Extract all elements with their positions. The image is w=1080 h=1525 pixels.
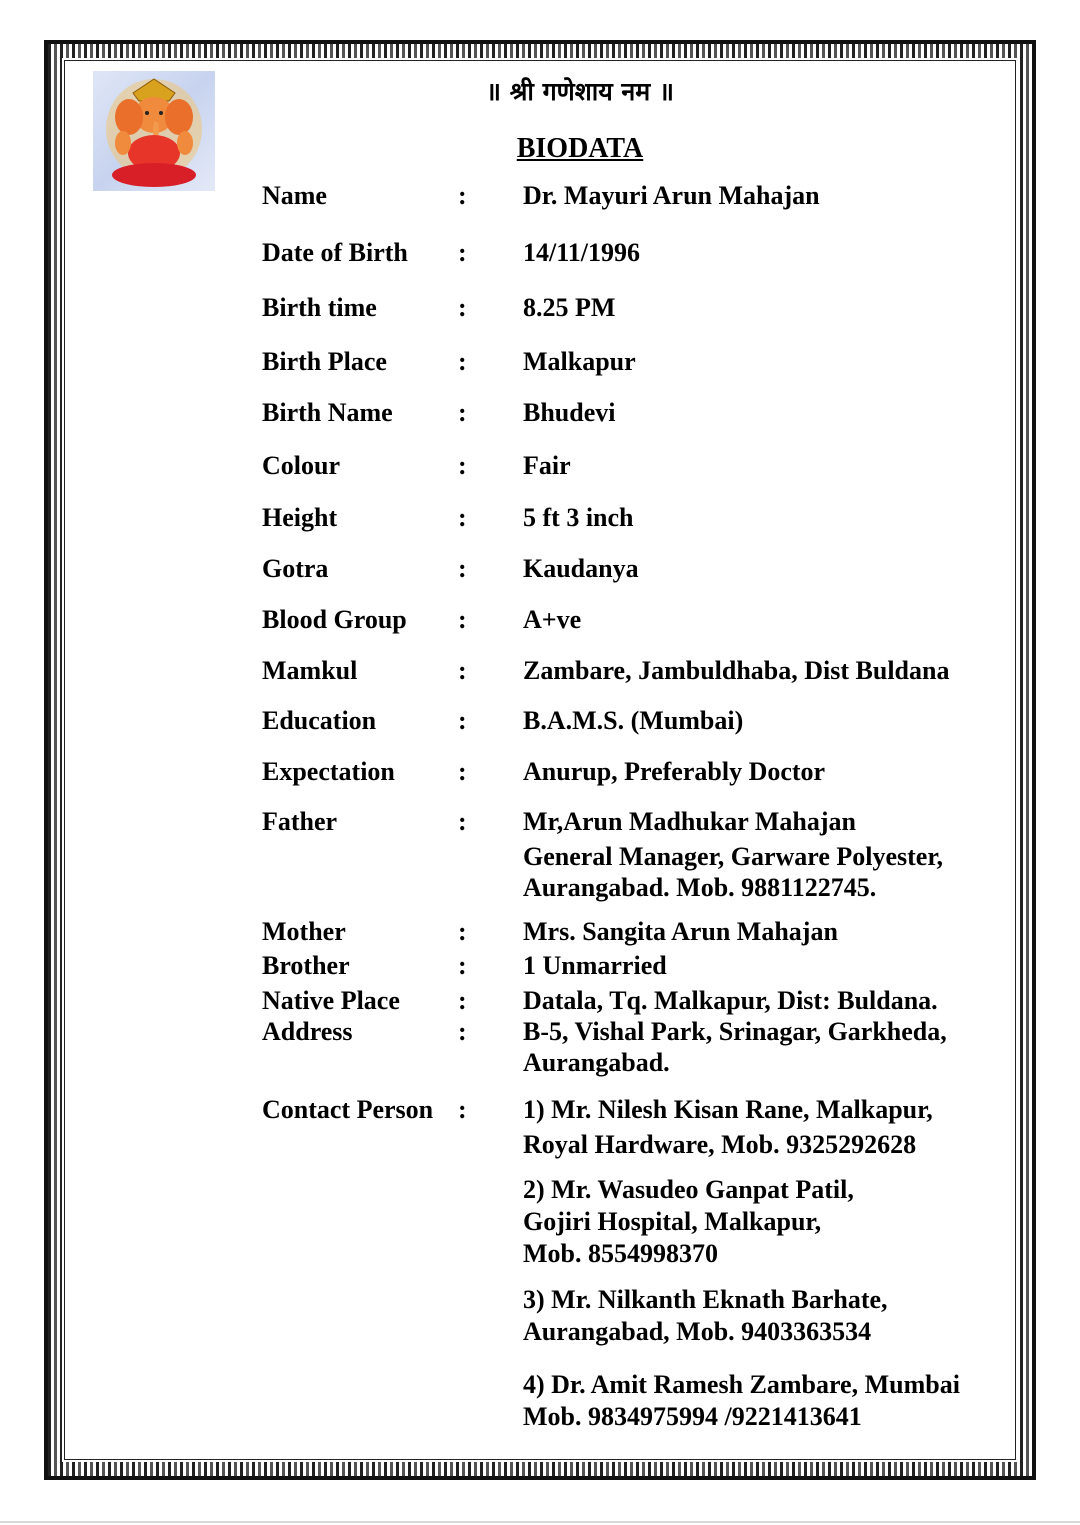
field-colon: : <box>458 451 467 480</box>
contact-line: Mob. 8554998370 <box>523 1239 718 1268</box>
field-value <box>523 756 825 788</box>
field-colon: : <box>458 238 467 267</box>
field-colon: : <box>458 807 467 836</box>
field-value-line: 5 ft 3 inch <box>523 503 634 532</box>
field-label: Gotra <box>262 554 329 583</box>
field-label: Birth Place <box>262 347 387 376</box>
field-value-line: B.A.M.S. (Mumbai) <box>523 706 744 735</box>
field-value-line: Aurangabad. Mob. 9881122745. <box>523 873 877 902</box>
field-value <box>523 450 571 482</box>
field-label: Brother <box>262 951 350 980</box>
field-value-line: Bhudevi <box>523 398 616 427</box>
field-value-line: Mrs. Sangita Arun Mahajan <box>523 917 838 946</box>
contact-line: Mob. 9834975994 /9221413641 <box>523 1402 862 1431</box>
field-value-line: Dr. Mayuri Arun Mahajan <box>523 181 820 210</box>
field-label: Blood Group <box>262 605 407 634</box>
field-label: Birth time <box>262 293 377 322</box>
field-value <box>523 237 640 269</box>
field-colon: : <box>458 554 467 583</box>
field-colon: : <box>458 1095 467 1124</box>
field-value <box>523 1016 947 1077</box>
field-value-line: Aurangabad. <box>523 1048 670 1077</box>
field-value <box>523 985 938 1017</box>
field-label: Mamkul <box>262 656 358 685</box>
field-label: Height <box>262 503 338 532</box>
field-colon: : <box>458 706 467 735</box>
field-value-line: 1 Unmarried <box>523 951 667 980</box>
field-value <box>523 346 636 378</box>
field-colon: : <box>458 917 467 946</box>
contact-line: 2) Mr. Wasudeo Ganpat Patil, <box>523 1175 854 1204</box>
contact-line: 1) Mr. Nilesh Kisan Rane, Malkapur, <box>523 1095 933 1124</box>
field-value-line: 8.25 PM <box>523 293 616 322</box>
field-label: Contact Person <box>262 1095 434 1124</box>
field-value <box>523 502 634 534</box>
field-label: Name <box>262 181 327 210</box>
field-colon: : <box>458 986 467 1015</box>
page-title: BIODATA <box>516 133 644 164</box>
field-value <box>523 180 820 212</box>
contact-line: 3) Mr. Nilkanth Eknath Barhate, <box>523 1285 888 1314</box>
field-label: Address <box>262 1017 353 1046</box>
field-value-line: B-5, Vishal Park, Srinagar, Garkheda, <box>523 1017 947 1046</box>
field-value <box>523 950 667 982</box>
contact-person-2 <box>523 1174 854 1270</box>
field-value-line: General Manager, Garware Polyester, <box>523 842 943 871</box>
contact-person-3 <box>523 1284 888 1348</box>
field-colon: : <box>458 181 467 210</box>
field-colon: : <box>458 347 467 376</box>
field-value-line: 14/11/1996 <box>523 238 641 267</box>
field-value <box>523 916 838 948</box>
field-colon: : <box>458 503 467 532</box>
contact-line: Royal Hardware, Mob. 9325292628 <box>523 1130 917 1159</box>
field-colon: : <box>458 605 467 634</box>
field-label: Mother <box>262 917 346 946</box>
field-value <box>523 705 743 737</box>
field-colon: : <box>458 757 467 786</box>
field-value <box>523 806 943 902</box>
field-value-line: Anurup, Preferably Doctor <box>523 757 826 786</box>
field-value <box>523 604 581 636</box>
page-edge-line <box>0 1521 1080 1523</box>
field-label: Birth Name <box>262 398 393 427</box>
field-colon: : <box>458 656 467 685</box>
field-value-line: Zambare, Jambuldhaba, Dist Buldana <box>523 656 950 685</box>
field-label: Colour <box>262 451 340 480</box>
field-value-line: Fair <box>523 451 571 480</box>
invocation-text: ॥ श्री गणेशाय नम ॥ <box>486 77 674 106</box>
field-colon: : <box>458 1017 467 1046</box>
field-colon: : <box>458 293 467 322</box>
field-label: Native Place <box>262 986 400 1015</box>
field-value-line: Malkapur <box>523 347 636 376</box>
contact-line: Aurangabad, Mob. 9403363534 <box>523 1317 872 1346</box>
field-value-line: Kaudanya <box>523 554 639 583</box>
field-value-line: A+ve <box>523 605 582 634</box>
field-value <box>523 655 949 687</box>
field-value-line: Mr,Arun Madhukar Mahajan <box>523 807 856 836</box>
field-value-line: Datala, Tq. Malkapur, Dist: Buldana. <box>523 986 938 1015</box>
contact-line: Gojiri Hospital, Malkapur, <box>523 1207 822 1236</box>
field-label: Date of Birth <box>262 238 408 267</box>
contact-person-1 <box>523 1094 933 1161</box>
field-value <box>523 553 639 585</box>
contact-person-4 <box>523 1369 960 1433</box>
field-value <box>523 397 616 429</box>
field-value <box>523 292 615 324</box>
field-colon: : <box>458 951 467 980</box>
field-label: Expectation <box>262 757 395 786</box>
contact-line: 4) Dr. Amit Ramesh Zambare, Mumbai <box>523 1370 960 1399</box>
field-label: Education <box>262 706 377 735</box>
field-label: Father <box>262 807 338 836</box>
field-colon: : <box>458 398 467 427</box>
